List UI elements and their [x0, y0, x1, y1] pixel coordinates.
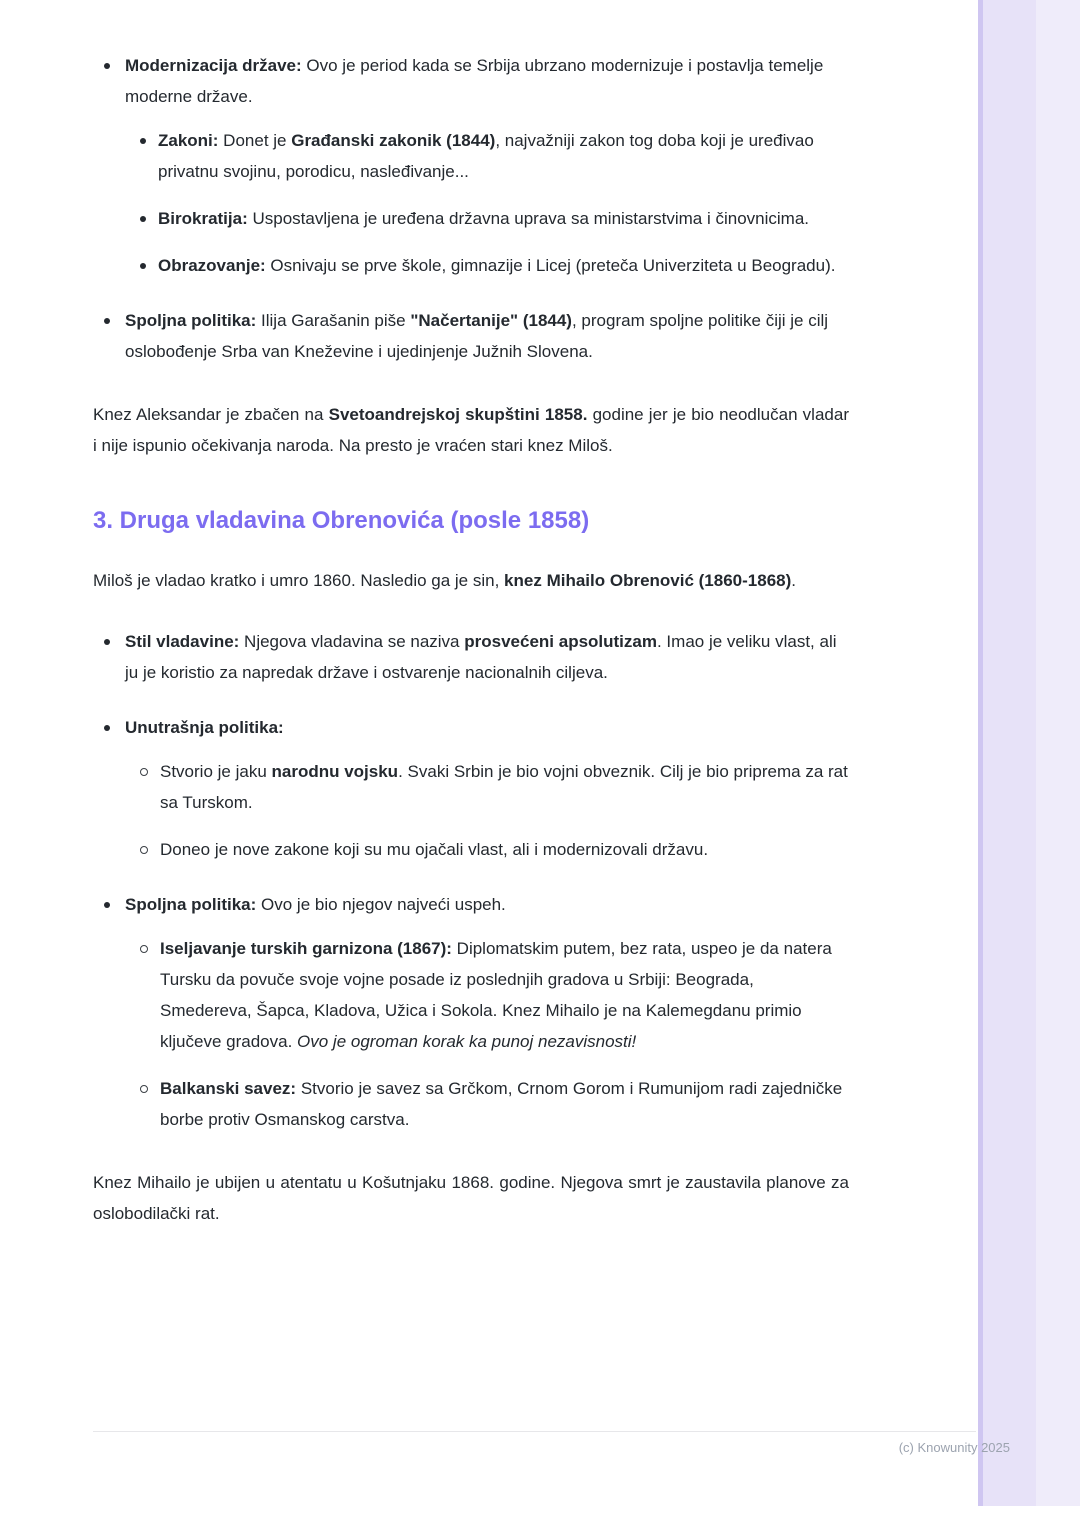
list-item-unutrasnja-politika	[93, 712, 849, 865]
list-item-balkanski-savez	[125, 1073, 849, 1135]
nested-circle-list	[125, 933, 849, 1135]
nested-circle-list	[125, 756, 849, 865]
list-item-novi-zakoni	[125, 834, 849, 865]
bullet-dot-icon	[104, 902, 110, 908]
paragraph-aleksandar: Knez Aleksandar je zbačen na Svetoandrejskoj skupštini 1858. godine jer je bio neodlučan vladar i nije ispunio očekivanja naroda. Na presto je vraćen stari knez Miloš.	[93, 405, 849, 455]
list-item-body	[125, 889, 849, 1135]
bullet-dot-icon	[104, 725, 110, 731]
list-item-text: Doneo je nove zakone koji su mu ojačali vlast, ali i modernizovali državu.	[160, 840, 709, 859]
paragraph-mihailo: Knez Mihailo je ubijen u atentatu u Košutnjaku 1868. godine. Njegova smrt je zaustavila planove za oslobodilački rat.	[93, 1173, 849, 1223]
bullet-circle-icon	[140, 768, 148, 776]
bullet-circle-icon	[140, 1085, 148, 1093]
nested-bullet-list	[125, 125, 849, 281]
bullet-dot-icon	[140, 216, 146, 222]
bullet-dot-icon	[140, 138, 146, 144]
list-item-text: Stvorio je jaku narodnu vojsku. Svaki Srbin je bio vojni obveznik. Cilj je bio priprema za rat sa Turskom.	[160, 762, 848, 812]
list-item-stil-vladavine	[93, 626, 849, 688]
list-item-text: Spoljna politika: Ilija Garašanin piše "Načertanije" (1844), program spoljne politike čiji je cilj oslobođenje Srba van Kneževine i ujedinjenje Južnih Slovena.	[125, 311, 829, 361]
list-item-spoljna-politika-2	[93, 889, 849, 1135]
list-item-text: Balkanski savez: Stvorio je savez sa Grčkom, Crnom Gorom i Rumunijom radi zajedničke borbe protiv Osmanskog carstva.	[160, 1079, 843, 1129]
list-item-text: Zakoni: Donet je Građanski zakonik (1844), najvažniji zakon tog doba koji je uređivao privatnu svojinu, porodicu, nasleđivanje...	[158, 131, 814, 181]
bullet-circle-icon	[140, 945, 148, 953]
bullet-dot-icon	[104, 318, 110, 324]
list-item-body	[125, 712, 849, 865]
bullet-list-second-reign	[93, 626, 849, 1135]
page-edge-line	[978, 0, 983, 1506]
footer-divider	[93, 1431, 976, 1432]
list-item-body	[125, 50, 849, 281]
list-item-text: Modernizacija države: Ovo je period kada se Srbija ubrzano modernizuje i postavlja temelje moderne države.	[125, 56, 824, 106]
list-item-narodna-vojska	[125, 756, 849, 818]
list-item-obrazovanje	[125, 250, 849, 281]
list-item-spoljna-politika	[93, 305, 849, 367]
bullet-dot-icon	[104, 63, 110, 69]
section-heading-druga-vladavina: 3. Druga vladavina Obrenovića (posle 1858)	[93, 507, 590, 534]
list-item-zakoni	[125, 125, 849, 187]
bullet-list-first-reign	[93, 50, 849, 367]
list-item-modernizacija	[93, 50, 849, 281]
document-content	[93, 50, 849, 1259]
list-item-text: Spoljna politika: Ovo je bio njegov najveći uspeh.	[125, 895, 506, 914]
list-item-birokratija	[125, 203, 849, 234]
list-item-text: Stil vladavine: Njegova vladavina se naziva prosvećeni apsolutizam. Imao je veliku vlast, ali ju je koristio za napredak države i ostvarenje nacionalnih ciljeva.	[125, 632, 837, 682]
bullet-dot-icon	[104, 639, 110, 645]
paragraph-milos: Miloš je vladao kratko i umro 1860. Nasledio ga je sin, knez Mihailo Obrenović (1860-1868).	[93, 571, 796, 590]
bullet-circle-icon	[140, 846, 148, 854]
bullet-dot-icon	[140, 263, 146, 269]
list-item-text: Obrazovanje: Osnivaju se prve škole, gimnazije i Licej (preteča Univerziteta u Beogradu).	[158, 256, 836, 275]
right-margin-band	[978, 0, 1080, 1506]
list-item-iseljavanje-garnizona	[125, 933, 849, 1057]
copyright-text: (c) Knowunity 2025	[898, 1440, 1010, 1455]
list-item-text: Unutrašnja politika:	[125, 718, 284, 737]
app-background-strip	[1036, 0, 1080, 1506]
list-item-text: Birokratija: Uspostavljena je uređena državna uprava sa ministarstvima i činovnicima.	[158, 209, 810, 228]
list-item-text: Iseljavanje turskih garnizona (1867): Diplomatskim putem, bez rata, uspeo je da natera Tursku da povuče svoje vojne posade iz poslednjih gradova u Srbiji: Beograda, Smedereva, Šapca, Kladova, Užica i Sokola. Knez Mihailo je na Kalemegdanu primio ključeve gradova. Ovo je ogroman korak ka punoj nezavisnosti!	[160, 939, 832, 1051]
